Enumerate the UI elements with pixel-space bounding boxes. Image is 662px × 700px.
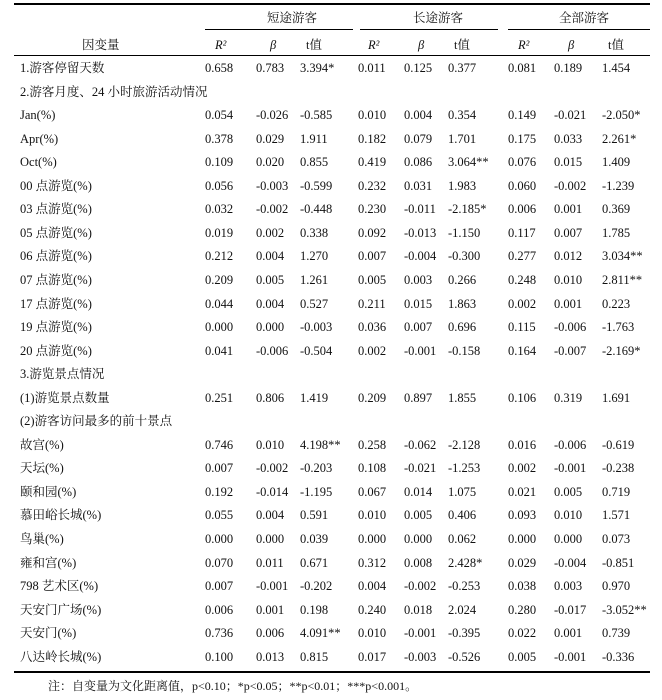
table-cell: -0.002 <box>404 579 437 593</box>
table-cell: 0.007 <box>205 579 234 593</box>
table-cell: 0.010 <box>554 508 583 522</box>
table-cell: 0.012 <box>554 249 583 263</box>
table-cell: -0.002 <box>256 461 289 475</box>
table-cell: 0.032 <box>205 202 234 216</box>
table-cell: 0.377 <box>448 61 477 75</box>
table-cell: 3.394* <box>300 61 335 75</box>
table-cell: 0.039 <box>300 532 329 546</box>
table-cell: 0.006 <box>508 202 537 216</box>
table-cell: 0.015 <box>404 297 433 311</box>
table-cell: 0.054 <box>205 108 234 122</box>
table-row-label: 1.游客停留天数 <box>20 61 105 75</box>
table-cell: -0.002 <box>554 179 587 193</box>
table-cell: -0.014 <box>256 485 289 499</box>
sub-header-cell: R² <box>518 38 530 52</box>
table-row-label: Apr(%) <box>20 132 59 146</box>
table-cell: 0.005 <box>508 650 537 664</box>
table-row-label: 798 艺术区(%) <box>20 579 99 593</box>
table-cell: 1.270 <box>300 249 329 263</box>
group-header-long: 长途游客 <box>412 11 463 25</box>
table-cell: 0.970 <box>602 579 631 593</box>
note-text: 注：自变量为文化距离值，p<0.10；*p<0.05；**p<0.01；***p<0.001。 <box>48 679 418 693</box>
table-cell: 0.378 <box>205 132 234 146</box>
table-cell: 0.671 <box>300 556 329 570</box>
table-cell: 1.691 <box>602 391 631 405</box>
table-row-label: 06 点游览(%) <box>20 249 92 263</box>
table-cell: 0.079 <box>404 132 433 146</box>
table-note <box>48 678 417 694</box>
table-cell: 0.076 <box>508 155 537 169</box>
table-cell: -1.239 <box>602 179 635 193</box>
table-cell: 0.005 <box>554 485 583 499</box>
table-cell: -3.052** <box>602 603 647 617</box>
table-cell: 1.785 <box>602 226 631 240</box>
table-cell: 0.003 <box>554 579 583 593</box>
table-cell: 0.019 <box>205 226 234 240</box>
table-cell: 0.001 <box>554 626 583 640</box>
table-cell: -0.007 <box>554 344 587 358</box>
table-cell: 0.211 <box>358 297 386 311</box>
table-cell: -0.003 <box>256 179 289 193</box>
table-cell: 0.108 <box>358 461 387 475</box>
table-row-label: Oct(%) <box>20 155 57 169</box>
table-cell: 0.002 <box>358 344 387 358</box>
table-cell: -0.001 <box>554 650 587 664</box>
table-cell: 0.746 <box>205 438 234 452</box>
table-cell: 0.000 <box>205 532 234 546</box>
sub-header-cell: β <box>270 38 277 52</box>
table-cell: -0.013 <box>404 226 437 240</box>
table-cell: -0.448 <box>300 202 333 216</box>
table-cell: 0.527 <box>300 297 329 311</box>
table-cell: 0.031 <box>404 179 433 193</box>
table-cell: 0.002 <box>256 226 285 240</box>
table-cell: 0.223 <box>602 297 631 311</box>
table-cell: 0.007 <box>404 320 433 334</box>
table-cell: 0.067 <box>358 485 387 499</box>
table-cell: 0.006 <box>256 626 285 640</box>
table-cell: 0.020 <box>256 155 285 169</box>
table-cell: 0.280 <box>508 603 537 617</box>
table-row-label: 鸟巢(%) <box>20 532 64 546</box>
table-cell: -1.150 <box>448 226 481 240</box>
table-cell: 0.100 <box>205 650 234 664</box>
table-cell: 0.000 <box>358 532 387 546</box>
table-cell: -2.050* <box>602 108 641 122</box>
table-row-label: 颐和园(%) <box>20 485 77 499</box>
table-cell: 1.701 <box>448 132 477 146</box>
table-cell: 0.338 <box>300 226 329 240</box>
table-cell: -0.001 <box>404 626 437 640</box>
table-cell: 0.036 <box>358 320 387 334</box>
table-cell: 0.022 <box>508 626 537 640</box>
table-cell: 0.312 <box>358 556 387 570</box>
table-cell: 0.192 <box>205 485 234 499</box>
table-cell: 0.212 <box>205 249 234 263</box>
table-cell: -0.001 <box>554 461 587 475</box>
table-cell: 4.091** <box>300 626 341 640</box>
table-cell: 0.007 <box>554 226 583 240</box>
table-cell: 0.232 <box>358 179 387 193</box>
table-cell: 0.696 <box>448 320 477 334</box>
table-cell: -1.195 <box>300 485 333 499</box>
table-row-label: 天安门广场(%) <box>20 603 102 617</box>
table-cell: -0.001 <box>256 579 289 593</box>
table-row-label: 19 点游览(%) <box>20 320 92 334</box>
table-row-label: 03 点游览(%) <box>20 202 92 216</box>
table-cell: 2.024 <box>448 603 477 617</box>
table-cell: -2.185* <box>448 202 487 216</box>
table-cell: 0.005 <box>358 273 387 287</box>
table-cell: 0.002 <box>508 461 537 475</box>
table-row-label: 八达岭长城(%) <box>20 650 102 664</box>
header-rule <box>14 55 650 56</box>
table-cell: 1.983 <box>448 179 477 193</box>
table-cell: 0.013 <box>256 650 285 664</box>
table-cell: 0.897 <box>404 391 433 405</box>
table-cell: 0.109 <box>205 155 234 169</box>
table-cell: 0.093 <box>508 508 537 522</box>
table-cell: 0.815 <box>300 650 329 664</box>
table-cell: 3.034** <box>602 249 643 263</box>
table-cell: -0.003 <box>404 650 437 664</box>
table-cell: 0.002 <box>508 297 537 311</box>
table-row-label: 20 点游览(%) <box>20 344 92 358</box>
table-cell: -0.336 <box>602 650 635 664</box>
table-cell: 0.000 <box>256 532 285 546</box>
table-cell: 0.062 <box>448 532 477 546</box>
table-cell: 0.004 <box>256 249 285 263</box>
sub-header-cell: R² <box>215 38 227 52</box>
table-cell: 0.175 <box>508 132 537 146</box>
table-cell: -0.599 <box>300 179 333 193</box>
table-cell: 3.064** <box>448 155 489 169</box>
table-row-label: 天安门(%) <box>20 626 77 640</box>
table-cell: -0.158 <box>448 344 481 358</box>
table-cell: -0.238 <box>602 461 635 475</box>
table-cell: 0.591 <box>300 508 329 522</box>
table-cell: -0.021 <box>404 461 437 475</box>
table-cell: 0.005 <box>256 273 285 287</box>
table-cell: 0.011 <box>256 556 284 570</box>
table-cell: -0.203 <box>300 461 333 475</box>
table-cell: 0.783 <box>256 61 285 75</box>
table-cell: 0.419 <box>358 155 387 169</box>
table-cell: 0.010 <box>256 438 285 452</box>
table-cell: 0.008 <box>404 556 433 570</box>
table-cell: 0.000 <box>404 532 433 546</box>
sub-header-cell: β <box>568 38 575 52</box>
table-cell: 1.571 <box>602 508 631 522</box>
table-cell: 0.855 <box>300 155 329 169</box>
table-cell: 0.406 <box>448 508 477 522</box>
table-cell: 0.209 <box>358 391 387 405</box>
table-cell: 4.198** <box>300 438 341 452</box>
table-cell: 0.125 <box>404 61 433 75</box>
table-cell: 0.230 <box>358 202 387 216</box>
table-cell: 0.029 <box>256 132 285 146</box>
table-cell: 0.198 <box>300 603 329 617</box>
table-cell: 0.010 <box>358 108 387 122</box>
table-cell: 0.081 <box>508 61 537 75</box>
table-cell: 0.004 <box>358 579 387 593</box>
table-cell: -2.169* <box>602 344 641 358</box>
table-cell: 0.011 <box>358 61 386 75</box>
table-cell: 0.060 <box>508 179 537 193</box>
table-cell: -2.128 <box>448 438 481 452</box>
table-cell: 0.038 <box>508 579 537 593</box>
table-cell: 0.055 <box>205 508 234 522</box>
table-cell: 0.182 <box>358 132 387 146</box>
table-cell: 0.004 <box>256 297 285 311</box>
table-cell: 0.001 <box>554 202 583 216</box>
group-rule-all <box>508 29 650 30</box>
table-cell: 0.070 <box>205 556 234 570</box>
table-cell: 1.075 <box>448 485 477 499</box>
table-cell: 0.004 <box>256 508 285 522</box>
table-cell: -0.006 <box>554 320 587 334</box>
table-cell: 0.044 <box>205 297 234 311</box>
table-cell: 0.007 <box>358 249 387 263</box>
table-cell: 0.736 <box>205 626 234 640</box>
table-cell: -0.526 <box>448 650 481 664</box>
table-row-label: 故宫(%) <box>20 438 64 452</box>
table-cell: -0.011 <box>404 202 436 216</box>
table-cell: 1.855 <box>448 391 477 405</box>
table-cell: 0.056 <box>205 179 234 193</box>
sub-header-cell: t值 <box>306 38 322 52</box>
sub-header-cell: β <box>418 38 425 52</box>
table-cell: -0.619 <box>602 438 635 452</box>
table-cell: -0.004 <box>404 249 437 263</box>
table-cell: 0.000 <box>256 320 285 334</box>
table-cell: 1.261 <box>300 273 329 287</box>
table-cell: 0.001 <box>256 603 285 617</box>
table-cell: -0.002 <box>256 202 289 216</box>
table-cell: 0.000 <box>508 532 537 546</box>
group-rule-short <box>205 29 353 30</box>
table-row-label: Jan(%) <box>20 108 56 122</box>
table-cell: 1.911 <box>300 132 328 146</box>
top-rule <box>14 3 650 5</box>
table-cell: 2.261* <box>602 132 637 146</box>
table-cell: 0.073 <box>602 532 631 546</box>
row-label-header: 因变量 <box>82 38 120 52</box>
table-cell: 0.017 <box>358 650 387 664</box>
bottom-rule <box>14 671 650 673</box>
table-cell: 1.409 <box>602 155 631 169</box>
group-rule-long <box>360 29 498 30</box>
table-cell: 0.003 <box>404 273 433 287</box>
table-cell: -0.003 <box>300 320 333 334</box>
table-cell: 0.018 <box>404 603 433 617</box>
table-cell: 0.041 <box>205 344 234 358</box>
sub-header-cell: t值 <box>454 38 470 52</box>
table-cell: 0.005 <box>404 508 433 522</box>
table-cell: 0.266 <box>448 273 477 287</box>
sub-header-cell: R² <box>368 38 380 52</box>
table-cell: 2.811** <box>602 273 643 287</box>
table-cell: -0.006 <box>554 438 587 452</box>
table-row-label: 00 点游览(%) <box>20 179 92 193</box>
table-cell: 1.863 <box>448 297 477 311</box>
table-cell: 2.428* <box>448 556 483 570</box>
table-cell: 0.115 <box>508 320 536 334</box>
group-header-all: 全部游客 <box>558 11 609 25</box>
table-cell: 0.010 <box>358 508 387 522</box>
table-cell: 0.033 <box>554 132 583 146</box>
table-cell: 0.658 <box>205 61 234 75</box>
table-cell: 0.092 <box>358 226 387 240</box>
table-cell: 0.319 <box>554 391 583 405</box>
table-row-label: (1)游览景点数量 <box>20 391 110 405</box>
table-cell: 0.164 <box>508 344 537 358</box>
table-cell: 0.010 <box>358 626 387 640</box>
table-row-label: (2)游客访问最多的前十景点 <box>20 414 173 428</box>
table-cell: -0.017 <box>554 603 587 617</box>
table-row-label: 07 点游览(%) <box>20 273 92 287</box>
table-row-label: 05 点游览(%) <box>20 226 92 240</box>
table-cell: -0.585 <box>300 108 333 122</box>
table-cell: 0.149 <box>508 108 537 122</box>
table-row-label: 2.游客月度、24 小时旅游活动情况 <box>20 85 208 99</box>
table-cell: 0.806 <box>256 391 285 405</box>
table-cell: 0.016 <box>508 438 537 452</box>
table-row-label: 慕田峪长城(%) <box>20 508 102 522</box>
table-cell: -1.253 <box>448 461 481 475</box>
table-cell: 0.369 <box>602 202 631 216</box>
table-cell: 0.000 <box>554 532 583 546</box>
table-cell: 0.014 <box>404 485 433 499</box>
table-cell: 0.354 <box>448 108 477 122</box>
table-cell: 0.000 <box>205 320 234 334</box>
table-cell: 0.001 <box>554 297 583 311</box>
table-cell: 0.010 <box>554 273 583 287</box>
table-cell: -1.763 <box>602 320 635 334</box>
table-cell: 0.277 <box>508 249 537 263</box>
table-cell: -0.202 <box>300 579 333 593</box>
group-header-short: 短途游客 <box>266 11 317 25</box>
table-row-label: 天坛(%) <box>20 461 64 475</box>
table-cell: -0.006 <box>256 344 289 358</box>
table-cell: 1.454 <box>602 61 631 75</box>
table-cell: 0.006 <box>205 603 234 617</box>
table-cell: -0.253 <box>448 579 481 593</box>
table-cell: 0.086 <box>404 155 433 169</box>
table-cell: 0.739 <box>602 626 631 640</box>
table-cell: 0.189 <box>554 61 583 75</box>
table-cell: 0.004 <box>404 108 433 122</box>
table-row-label: 3.游览景点情况 <box>20 367 105 381</box>
table-cell: 0.258 <box>358 438 387 452</box>
table-cell: -0.062 <box>404 438 437 452</box>
sub-header-cell: t值 <box>608 38 624 52</box>
table-cell: 1.419 <box>300 391 329 405</box>
table-cell: 0.015 <box>554 155 583 169</box>
table-cell: -0.001 <box>404 344 437 358</box>
table-cell: -0.026 <box>256 108 289 122</box>
table-cell: 0.029 <box>508 556 537 570</box>
table-cell: -0.021 <box>554 108 587 122</box>
table-cell: 0.248 <box>508 273 537 287</box>
table-cell: 0.240 <box>358 603 387 617</box>
table-cell: -0.004 <box>554 556 587 570</box>
table-cell: 0.209 <box>205 273 234 287</box>
table-row-label: 17 点游览(%) <box>20 297 92 311</box>
table-cell: 0.021 <box>508 485 537 499</box>
table-cell: -0.300 <box>448 249 481 263</box>
table-cell: 0.251 <box>205 391 234 405</box>
table-cell: 0.719 <box>602 485 631 499</box>
table-cell: -0.395 <box>448 626 481 640</box>
table-row-label: 雍和宫(%) <box>20 556 77 570</box>
table-cell: -0.851 <box>602 556 635 570</box>
table-cell: -0.504 <box>300 344 333 358</box>
table-cell: 0.007 <box>205 461 234 475</box>
table-cell: 0.117 <box>508 226 536 240</box>
table-cell: 0.106 <box>508 391 537 405</box>
